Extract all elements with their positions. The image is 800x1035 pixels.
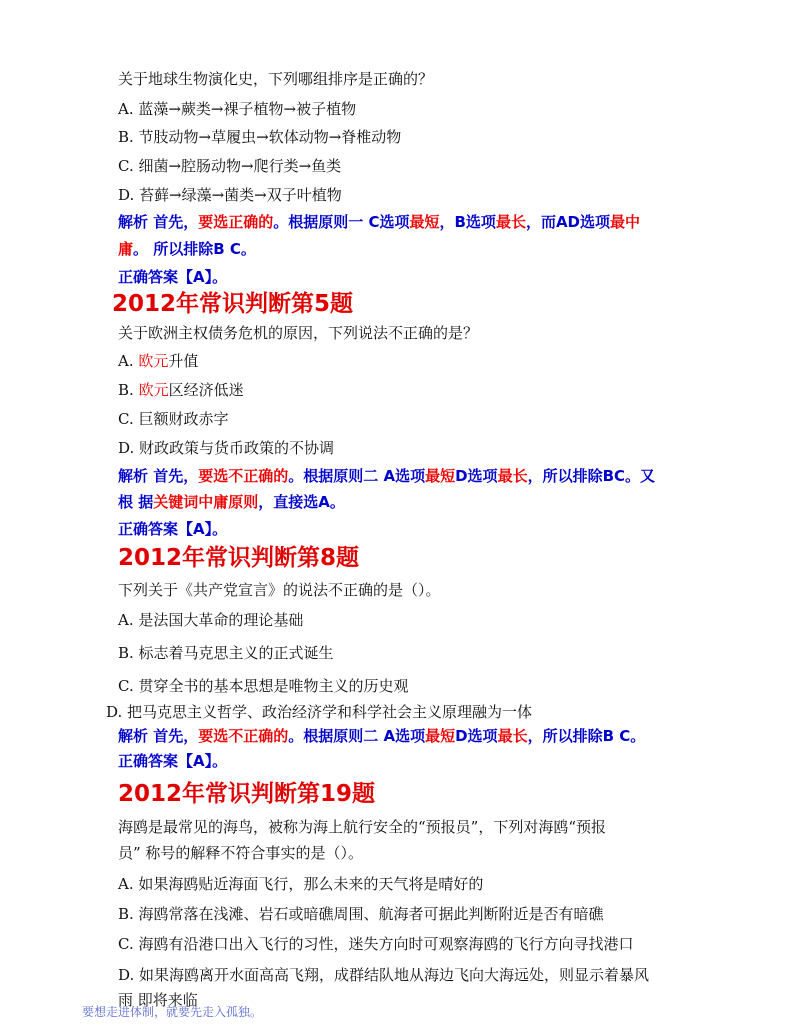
- q2-heading: 2012年常识判断第5题: [112, 291, 354, 317]
- text-run: ，直接选A。: [258, 493, 345, 511]
- text-run: B.: [118, 381, 139, 399]
- text-run: C. 巨额财政赤字: [118, 410, 229, 428]
- text-run: 根 据: [118, 493, 154, 511]
- text-run: A.: [118, 352, 139, 370]
- q3-heading: 2012年常识判断第8题: [118, 545, 360, 571]
- text-run: 。根据原则二 A选项: [288, 467, 426, 485]
- q4-question-line2: 员” 称号的解释不符合事实的是（）。: [118, 844, 363, 862]
- q2-question: 关于欧洲主权债务危机的原因，下列说法不正确的是？: [118, 324, 479, 342]
- footer-motto: 要想走进体制，就要先走入孤独。: [82, 1005, 263, 1019]
- text-run: 要选不正确的: [198, 467, 289, 485]
- q2-option-b: [118, 380, 244, 400]
- text-run: 最中: [610, 213, 641, 231]
- text-run: 欧元: [138, 381, 169, 399]
- q4-question-line1: 海鸥是最常见的海鸟，被称为海上航行安全的“预报员”，下列对海鸥“预报: [118, 818, 607, 836]
- q1-option-c: C. 细菌→腔肠动物→爬行类→鱼类: [118, 157, 342, 175]
- text-run: 要选正确的: [198, 213, 274, 231]
- q1-analysis-line2: [118, 239, 256, 259]
- text-run: 关键词中庸原则: [153, 493, 259, 511]
- q2-option-c: [118, 409, 228, 429]
- text-run: 。根据原则一 C选项: [273, 213, 410, 231]
- q4-option-b: B. 海鸥常落在浅滩、岩石或暗礁周围、航海者可据此判断附近是否有暗礁: [118, 905, 604, 923]
- text-run: ，所以排除BC。又: [527, 467, 656, 485]
- q1-option-a: A. 蓝藻→蕨类→裸子植物→被子植物: [118, 100, 357, 118]
- text-run: 最长: [497, 467, 528, 485]
- q1-question: 关于地球生物演化史，下列哪组排序是正确的？: [118, 70, 434, 88]
- q2-analysis-line2: [118, 492, 345, 512]
- text-run: 区经济低迷: [168, 381, 244, 399]
- text-run: 要选不正确的: [198, 727, 289, 745]
- text-run: 最短: [425, 467, 456, 485]
- q3-option-d: D. 把马克思主义哲学、政治经济学和科学社会主义原理融为一体: [106, 703, 533, 721]
- q1-analysis-line1: [118, 212, 640, 232]
- text-run: 最短: [425, 727, 456, 745]
- text-run: ，B选项: [439, 213, 496, 231]
- text-run: 。根据原则二 A选项: [288, 727, 426, 745]
- q4-option-d: D. 如果海鸥离开水面高高飞翔，成群结队地从海边飞向大海远处，则显示着暴风: [118, 966, 650, 984]
- q3-option-a: A. 是法国大革命的理论基础: [118, 611, 304, 629]
- text-run: 庸: [118, 240, 134, 258]
- q4-option-a: A. 如果海鸥贴近海面飞行，那么未来的天气将是晴好的: [118, 875, 484, 893]
- text-run: ，所以排除B C。: [527, 727, 646, 745]
- q1-option-b: B. 节肢动物→草履虫→软体动物→脊椎动物: [118, 128, 402, 146]
- q2-answer: 正确答案【A】。: [118, 520, 228, 538]
- q3-option-c: C. 贯穿全书的基本思想是唯物主义的历史观: [118, 677, 409, 695]
- q3-answer: 正确答案【A】。: [118, 752, 228, 770]
- q1-option-d: D. 苔藓→绿藻→菌类→双子叶植物: [118, 186, 342, 204]
- q4-heading: 2012年常识判断第19题: [118, 781, 376, 807]
- text-run: 解析 首先，: [118, 727, 199, 745]
- text-run: D. 财政政策与货币政策的不协调: [118, 439, 335, 457]
- q2-option-d: [118, 438, 334, 458]
- q3-question: 下列关于《共产党宣言》的说法不正确的是（）。: [118, 581, 441, 599]
- text-run: D选项: [455, 727, 498, 745]
- q1-answer: 正确答案【A】。: [118, 268, 228, 286]
- q4-option-d-continued: 雨 即将来临: [118, 991, 198, 1009]
- text-run: 升值: [168, 352, 199, 370]
- text-run: ，而AD选项: [525, 213, 611, 231]
- text-run: 解析 首先，: [118, 213, 199, 231]
- text-run: D选项: [455, 467, 498, 485]
- text-run: 最长: [495, 213, 526, 231]
- q2-analysis-line1: [118, 466, 655, 486]
- text-run: 最短: [409, 213, 440, 231]
- q3-option-b: B. 标志着马克思主义的正式诞生: [118, 644, 334, 662]
- text-run: 解析 首先，: [118, 467, 199, 485]
- text-run: 最长: [497, 727, 528, 745]
- text-run: 欧元: [138, 352, 169, 370]
- q2-option-a: [118, 351, 198, 371]
- q4-option-c: C. 海鸥有沿港口出入飞行的习性，迷失方向时可观察海鸥的飞行方向寻找港口: [118, 935, 634, 953]
- text-run: 。 所以排除B C。: [133, 240, 256, 258]
- q3-analysis-line1: [118, 726, 645, 746]
